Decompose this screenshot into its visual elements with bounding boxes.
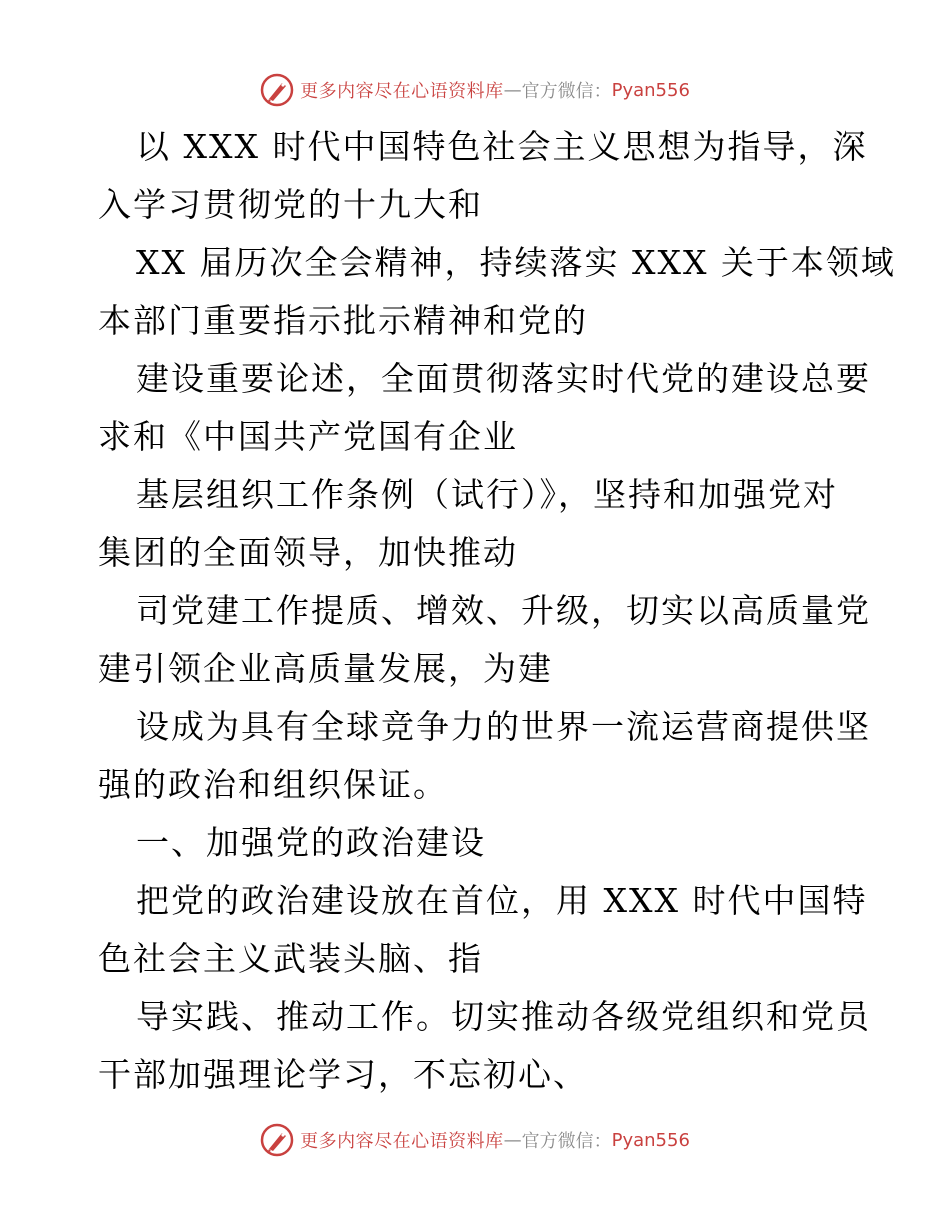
body-line: 集团的全面领导，加快推动: [98, 533, 518, 572]
watermark-separator: —: [503, 79, 522, 101]
watermark-brand: 更多内容尽在心语资料库: [300, 1131, 504, 1152]
body-line: 入学习贯彻党的十九大和: [98, 185, 483, 224]
fountain-pen-logo-icon: [260, 73, 294, 107]
body-line: 强的政治和组织保证。: [98, 765, 448, 804]
document-body: [98, 118, 896, 1104]
body-line: 色社会主义武装头脑、指: [98, 939, 483, 978]
body-line: 司党建工作提质、增效、升级，切实以高质量党: [136, 591, 871, 630]
body-line: 设成为具有全球竞争力的世界一流运营商提供坚: [136, 707, 871, 746]
body-line: 本部门重要指示批示精神和党的: [98, 301, 588, 340]
watermark-label: 官方微信：: [521, 1131, 612, 1152]
body-line: 导实践、推动工作。切实推动各级党组织和党员: [136, 997, 871, 1036]
watermark-label: 官方微信：: [521, 81, 612, 102]
watermark-separator: —: [503, 1129, 522, 1151]
footer-watermark: [0, 1120, 950, 1160]
body-line: 求和《中国共产党国有企业: [98, 417, 518, 456]
section-heading: 一、加强党的政治建设: [136, 823, 486, 862]
watermark-id: Pyan556: [611, 1129, 690, 1151]
watermark: [260, 1123, 690, 1157]
watermark-brand: 更多内容尽在心语资料库: [300, 81, 504, 102]
fountain-pen-logo-icon: [260, 1123, 294, 1157]
body-line: 建引领企业高质量发展，为建: [98, 649, 553, 688]
header-watermark: [0, 70, 950, 110]
body-line: 基层组织工作条例（试行）》，坚持和加强党对: [136, 475, 838, 514]
watermark: [260, 73, 690, 107]
body-line: 建设重要论述，全面贯彻落实时代党的建设总要: [136, 359, 871, 398]
body-line: 以 XXX 时代中国特色社会主义思想为指导，深: [136, 127, 868, 166]
body-line: XX 届历次全会精神，持续落实 XXX 关于本领域: [136, 243, 896, 282]
watermark-id: Pyan556: [611, 79, 690, 101]
body-line: 把党的政治建设放在首位，用 XXX 时代中国特: [136, 881, 868, 920]
body-line: 干部加强理论学习，不忘初心、: [98, 1055, 588, 1094]
